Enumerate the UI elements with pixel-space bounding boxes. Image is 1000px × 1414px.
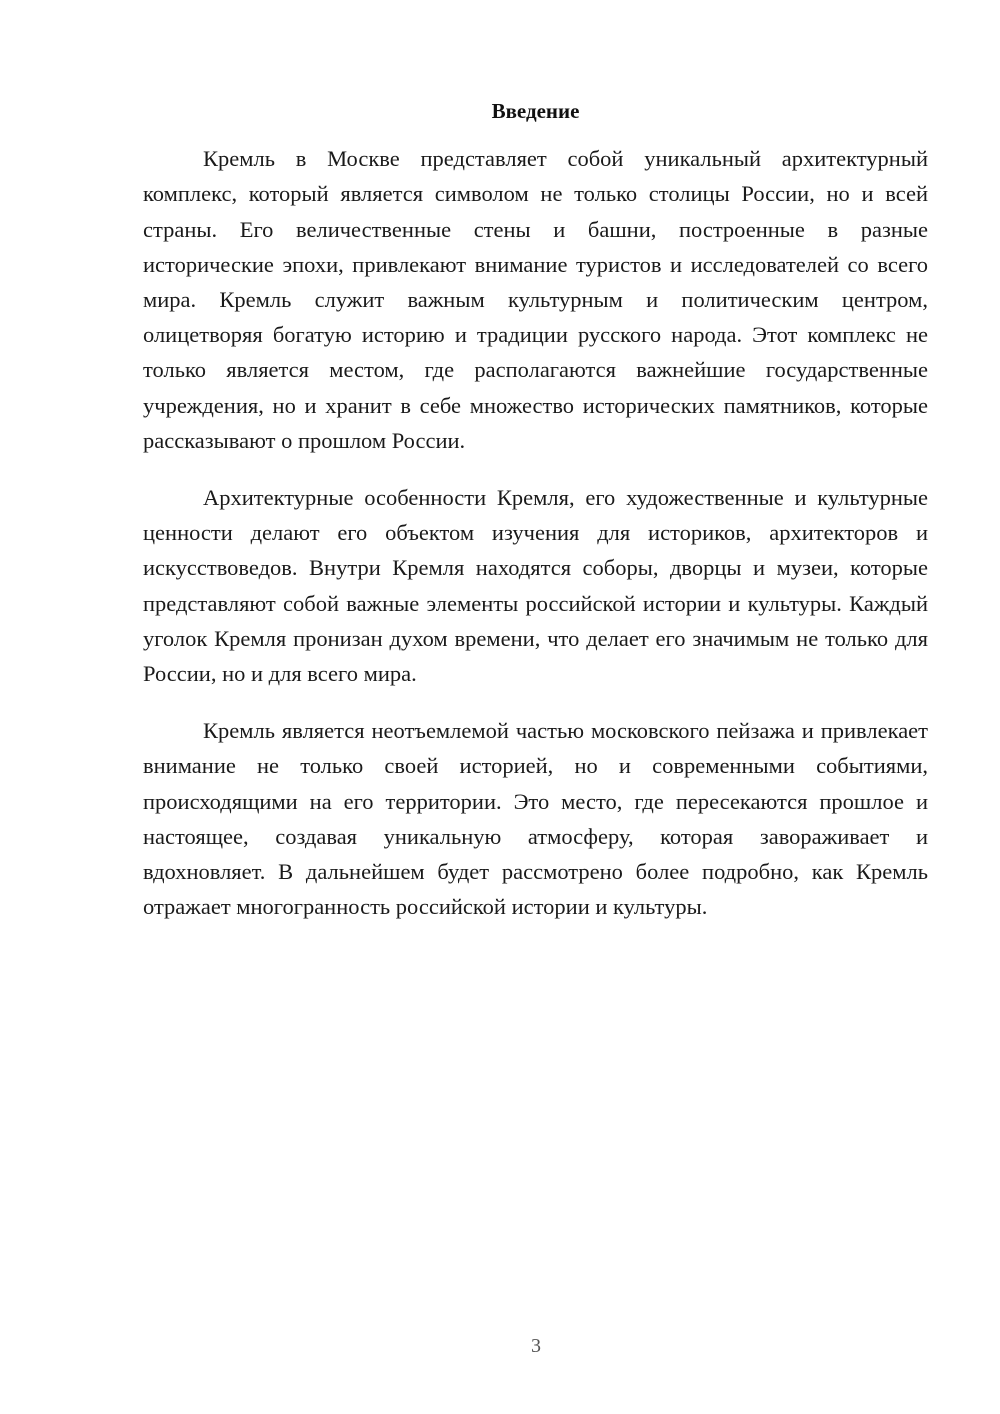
paragraph-1: Кремль в Москве представляет собой уникальный архитектурный комплекс, который является символом не только столицы России, но и всей страны. Его величественные стены и башни, построенные в разные исторические эпохи, привлекают внимание туристов и исследователей со всего мира. Кремль служит важным культурным и политическим центром, олицетворяя богатую историю и традиции русского народа. Этот комплекс не только является местом, где располагаются важнейшие государственные учреждения, но и хранит в себе множество исторических памятников, которые рассказывают о прошлом России. [143, 146, 928, 453]
paragraph-2: Архитектурные особенности Кремля, его художественные и культурные ценности делают его объектом изучения для историков, архитекторов и искусствоведов. Внутри Кремля находятся соборы, дворцы и музеи, которые представляют собой важные элементы российской истории и культуры. Каждый уголок Кремля пронизан духом времени, что делает его значимым не только для России, но и для всего мира. [143, 485, 928, 687]
page-number: 3 [531, 1335, 541, 1357]
page-content [143, 94, 928, 924]
paragraph-3: Кремль является неотъемлемой частью московского пейзажа и привлекает внимание не только своей историей, но и современными событиями, происходящими на его территории. Это место, где пересекаются прошлое и настоящее, создавая уникальную атмосферу, которая завораживает и вдохновляет. В дальнейшем будет рассмотрено более подробно, как Кремль отражает многогранность российской истории и культуры. [143, 718, 928, 920]
section-heading: Введение [491, 99, 580, 123]
